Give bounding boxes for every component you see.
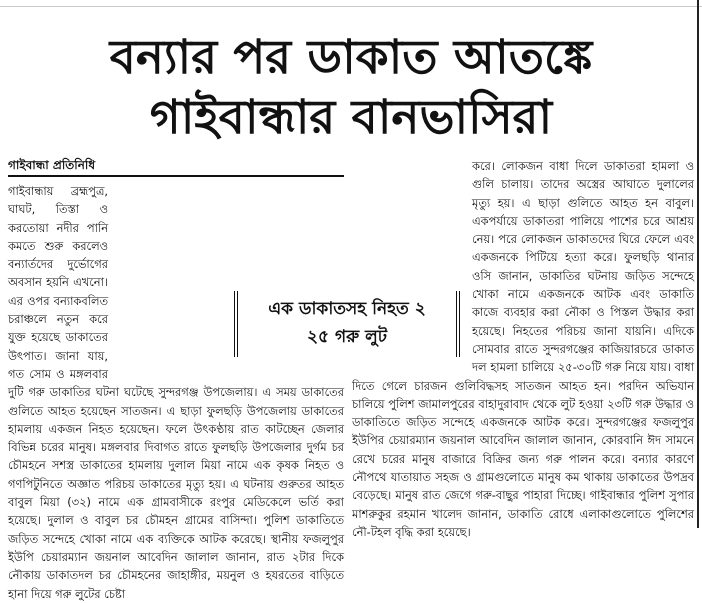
headline-line-2: গাইবান্ধার বানভাসিরা [149,90,553,145]
left-column-text: গাইবান্ধায় ব্রহ্মপুত্র, ঘাঘট, তিস্তা ও করতোয়া নদীর পানি কমতে শুরু করলেও বন্যার্তদের দুর্ভোগের অবসান হয়নি এখনো। এর ওপর বন্যাকবলিত চরাঞ্চলে নতুন করে যুক্ত হয়েছে ডাকাতের উৎপাত। জানা যায়, গত সোম ও মঙ্গলবার দুটি গরু ডাকাতির ঘটনা ঘটেছে সুন্দরগঞ্জ উপজেলায়। এ সময় ডাকাতের গুলিতে আহত হয়েছেন সাতজন। এ ছাড়া ফুলছড়ি উপজেলায় ডাকাতের হামলায় একজন নিহত হয়েছেন। ফলে উৎকণ্ঠায় রাত কাটচ্ছেন জেলার বিভিন্ন চরের মানুষ। মঙ্গলবার দিবাগত রাতে ফুলছড়ি উপজেলার দুর্গম চর চৌমহনে সশস্ত্র ডাকাতের হামলায় দুলাল মিয়া নামে এক কৃষক নিহত ও গণপিটুনিতে অজ্ঞাত পরিচয় ডাকাতের মৃত্যু হয়। এ ঘটনায় গুরুতর আহত বাবুল মিয়া (৩২) নামে এক গ্রামবাসীকে রংপুর মেডিকেলে ভর্তি করা হয়েছে। দুলাল ও বাবুল চর চৌমহন গ্রামের বাসিন্দা। পুলিশ ডাকাতিতে জড়িত সন্দেহে খোকা নামে এক ব্যক্তিকে আটক করেছে। স্থানীয় ফজলুপুর ইউপি চেয়ারম্যান জয়নাল আবেদিন জালাল জানান, রাত ২টার দিকে নৌকায় ডাকাতদল চর চৌমহনের জাহাঙ্গীর, ময়নুল ও হযরতের বাড়িতে হানা দিয়ে গরু লুটের চেষ্টা [8,184,344,601]
pullquote-box [234,291,460,357]
byline: গাইবান্ধা প্রতিনিধি [8,156,344,177]
top-rule [0,6,702,7]
right-column-text: করে। লোকজন বাধা দিলে ডাকাতরা হামলা ও গুলি চালায়। তাদের অস্ত্রের আঘাতে দুলালের মৃত্যু হয়। এ ছাড়া গুলিতে আহত হন বাবুল। একপর্যায়ে ডাকাতরা পালিয়ে পাশের চরে আশ্রয় নেয়। পরে লোকজন ডাকাতদের ঘিরে ফেলে এবং একজনকে পিটিয়ে হত্যা করে। ফুলছড়ি থানার ওসি জানান, ডাকাতির ঘটনায় জড়িত সন্দেহে খোকা নামে একজনকে আটক এবং ডাকাতি কাজে ব্যবহার করা নৌকা ও পিস্তল উদ্ধার করা হয়েছে। নিহতের পরিচয় জানা যায়নি। এদিকে সোমবার রাতে সুন্দরগঞ্জের কাজিয়ারচরে ডাকাত দল হামলা চালিয়ে ২৫-৩০টি গরু নিয়ে যায়। বাধা দিতে গেলে চারজন গুলিবিদ্ধসহ সাতজন আহত হন। পরদিন অভিযান চালিয়ে পুলিশ জামালপুরের বাহাদুরাবাদ থেকে লুট হওয়া ২৩টি গরু উদ্ধার ও ডাকাতিতে জড়িত সন্দেহে একজনকে আটক করে। সুন্দরগঞ্জের ফজলুপুর ইউপির চেয়ারম্যান জয়নাল আবেদিন জালাল জানান, কোরবানি ঈদ সামনে রেখে চরের মানুষ বাজারে বিক্রির জন্য গরু পালন করে। বন্যার কারণে নৌপথে যাতায়াত সহজ ও গ্রামগুলোতে মানুষ কম থাকায় ডাকাতের উপদ্রব বেড়েছে। মানুষ রাত জেগে গরু-বাছুর পাহারা দিচ্ছে। গাইবান্ধার পুলিশ সুপার মাশরুকুর রহমান খালেদ জানান, ডাকাতি রোধে এলাকাগুলোতে পুলিশের নৌ-টহল বৃদ্ধি করা হয়েছে। [352,159,694,539]
pullquote-line-1: এক ডাকাতসহ নিহত ২ [268,299,426,319]
pullquote-line-2: ২৫ গরু লুট [306,327,388,347]
headline [0,28,702,148]
left-column [8,182,344,603]
headline-line-1: বন্যার পর ডাকাত আতঙ্কে [109,30,593,85]
